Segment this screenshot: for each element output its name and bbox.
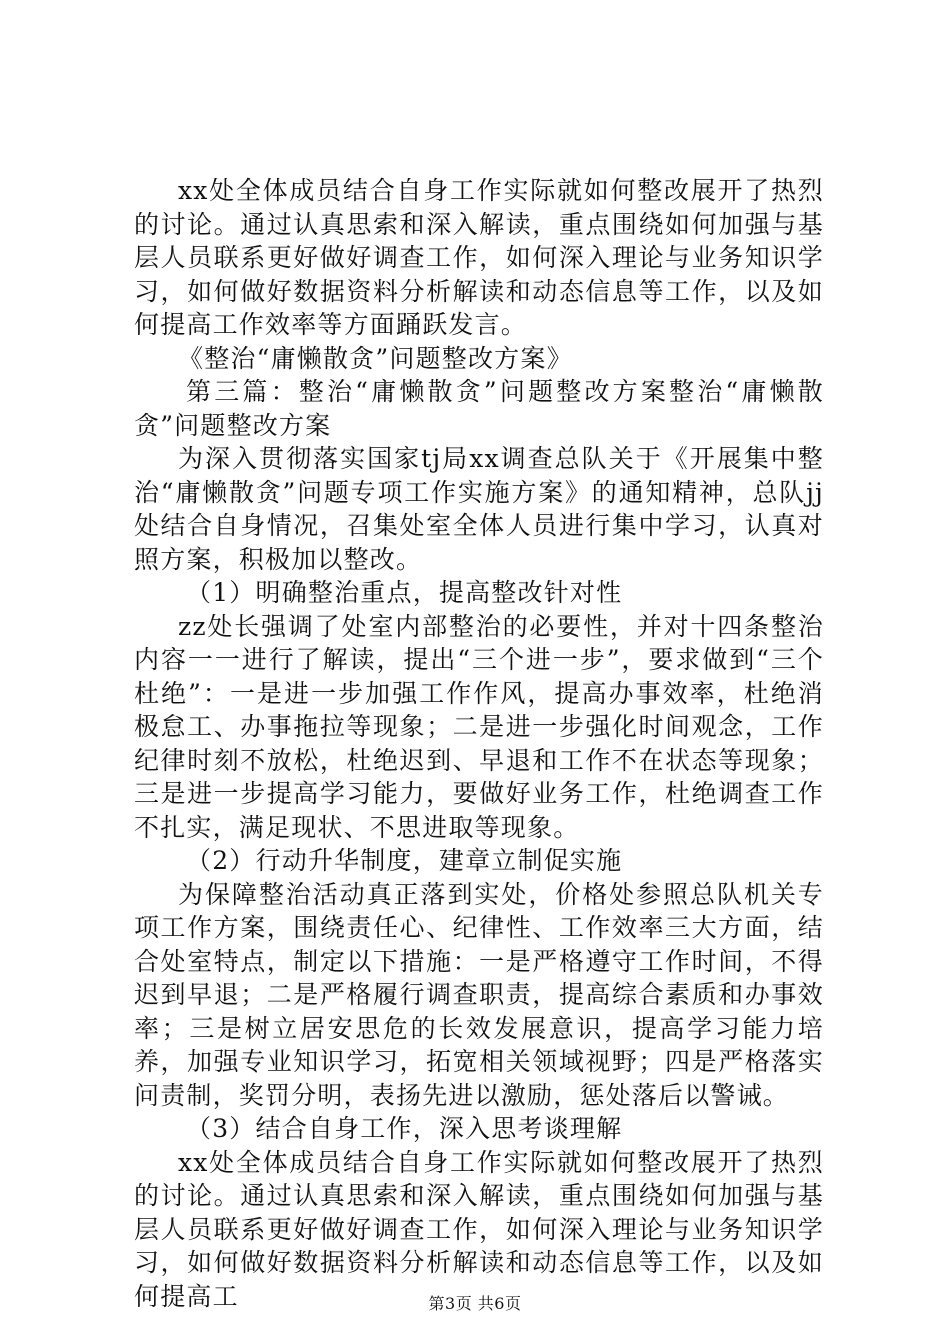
paragraph-section-3: xx处全体成员结合自身工作实际就如何整改展开了热烈的讨论。通过认真思索和深入解读，重点围绕如何加强与基层人员联系更好做好调查工作，如何深入理论与业务知识学习，如何做好数据资料分析解读和动态信息等工作，以及如何提高工 bbox=[134, 1147, 824, 1311]
document-title-reference: 《整治“庸懒散贪”问题整改方案》 bbox=[178, 343, 573, 373]
paragraph-introduction: 为深入贯彻落实国家tj局xx调查总队关于《开展集中整治“庸懒散贪”问题专项工作实施方案》的通知精神，总队jj处结合自身情况，召集处室全体人员进行集中学习，认真对照方案，积极加以整改。 bbox=[134, 444, 824, 574]
chapter-heading: 第三篇：整治“庸懒散贪”问题整改方案整治“庸懒散贪”问题整改方案 bbox=[134, 377, 824, 440]
page-number-footer: 第3页 共6页 bbox=[428, 1294, 522, 1313]
section-heading-1: （1）明确整治重点，提高整改针对性 bbox=[186, 578, 623, 607]
document-body bbox=[134, 174, 824, 1313]
section-heading-2: （2）行动升华制度，建章立制促实施 bbox=[186, 846, 623, 875]
paragraph-section-2: 为保障整治活动真正落到实处，价格处参照总队机关专项工作方案，围绕责任心、纪律性、工作效率三大方面，结合处室特点，制定以下措施：一是严格遵守工作时间，不得迟到早退；二是严格履行调查职责，提高综合素质和办事效率；三是树立居安思危的长效发展意识，提高学习能力培养，加强专业知识学习，拓宽相关领域视野；四是严格落实问责制，奖罚分明，表扬先进以激励，惩处落后以警诫。 bbox=[134, 879, 824, 1110]
section-heading-3: （3）结合自身工作，深入思考谈理解 bbox=[186, 1114, 623, 1143]
paragraph-section-1: zz处长强调了处室内部整治的必要性，并对十四条整治内容一一进行了解读，提出“三个进一步”，要求做到“三个杜绝”：一是进一步加强工作作风，提高办事效率，杜绝消极怠工、办事拖拉等现象；二是进一步强化时间观念，工作纪律时刻不放松，杜绝迟到、早退和工作不在状态等现象；三是进一步提高学习能力，要做好业务工作，杜绝调查工作不扎实，满足现状、不思进取等现象。 bbox=[134, 611, 824, 842]
paragraph-discussion-summary: xx处全体成员结合自身工作实际就如何整改展开了热烈的讨论。通过认真思索和深入解读，重点围绕如何加强与基层人员联系更好做好调查工作，如何深入理论与业务知识学习，如何做好数据资料分析解读和动态信息等工作，以及如何提高工作效率等方面踊跃发言。 bbox=[134, 176, 824, 339]
